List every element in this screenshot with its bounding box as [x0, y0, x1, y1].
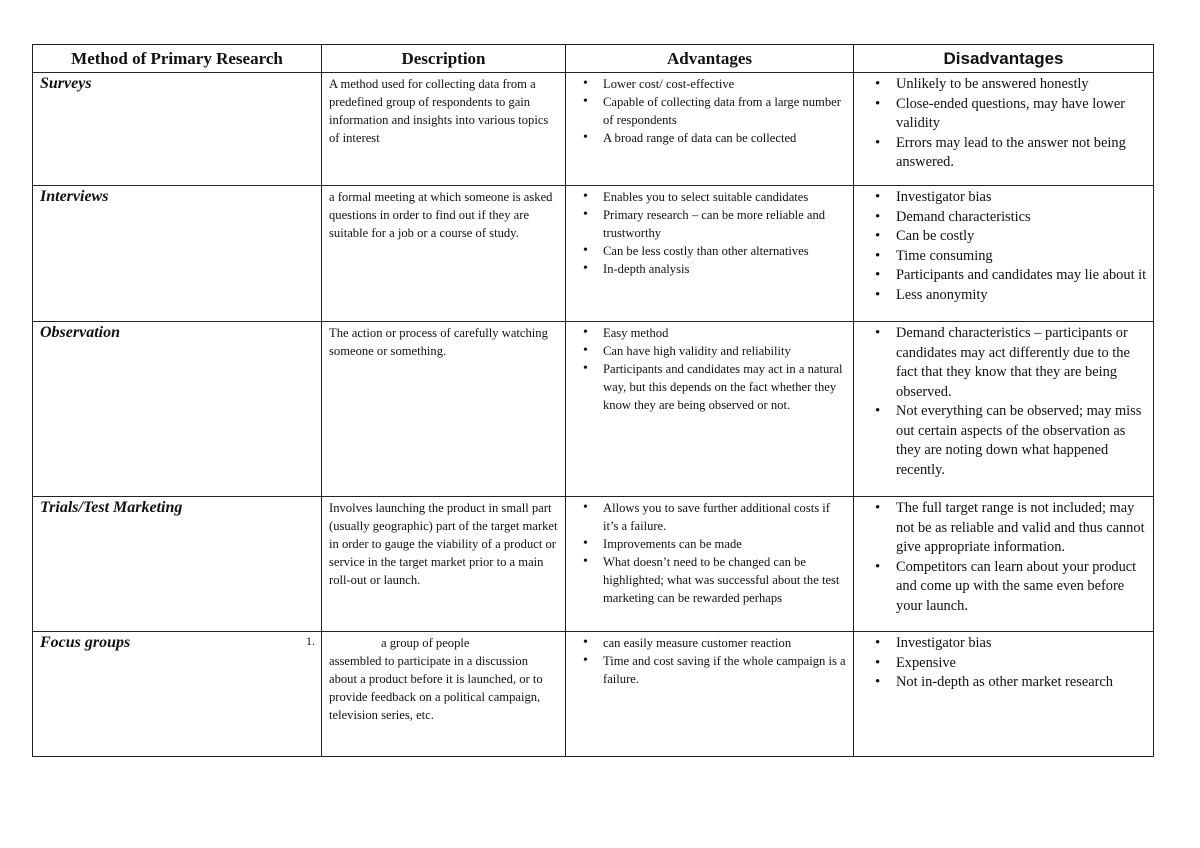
list-item: • Capable of collecting data from a large number of respondents: [573, 93, 847, 129]
advantages-list: [573, 188, 847, 278]
method-cell: [33, 73, 322, 186]
list-item: • Errors may lead to the answer not being answered.: [861, 134, 1147, 173]
list-item: • Can be costly: [861, 227, 1147, 247]
description-rest: assembled to participate in a discussion about a product before it is launched, or to provide feedback on a political campaign, television series, etc.: [329, 654, 543, 722]
method-name: Interviews: [40, 188, 109, 205]
header-description: Description: [322, 45, 566, 73]
list-item: • Can have high validity and reliability: [573, 342, 847, 360]
advantages-cell: [566, 497, 854, 632]
list-item: • A broad range of data can be collected: [573, 129, 847, 147]
list-item: • Expensive: [861, 654, 1147, 674]
description-cell: a formal meeting at which someone is asked questions in order to find out if they are suitable for a job or a course of study.: [322, 186, 566, 322]
method-name: Observation: [40, 324, 120, 341]
list-item: • Investigator bias: [861, 188, 1147, 208]
list-item: • Demand characteristics: [861, 208, 1147, 228]
disadvantages-list: [861, 634, 1147, 693]
disadvantages-list: [861, 499, 1147, 616]
list-item: • Time consuming: [861, 247, 1147, 267]
method-cell: [33, 497, 322, 632]
list-item: • The full target range is not included; may not be as reliable and valid and thus cannot give appropriate information.: [861, 499, 1147, 558]
list-item: • Investigator bias: [861, 634, 1147, 654]
list-item: • In-depth analysis: [573, 260, 847, 278]
list-item: • can easily measure customer reaction: [573, 634, 847, 652]
disadvantages-list: [861, 324, 1147, 480]
disadvantages-cell: [854, 632, 1154, 757]
list-item: • Time and cost saving if the whole campaign is a failure.: [573, 652, 847, 688]
primary-research-table: [32, 44, 1154, 757]
advantages-cell: [566, 73, 854, 186]
method-cell: [33, 322, 322, 497]
header-advantages: Advantages: [566, 45, 854, 73]
description-cell: The action or process of carefully watching someone or something.: [322, 322, 566, 497]
advantages-cell: [566, 186, 854, 322]
header-disadvantages: Disadvantages: [854, 45, 1154, 73]
list-item: • Participants and candidates may act in a natural way, but this depends on the fact whether they know they are being observed or not.: [573, 360, 847, 414]
description-first-line: a group of people: [381, 636, 470, 650]
list-item: • Enables you to select suitable candidates: [573, 188, 847, 206]
table-row-surveys: [33, 73, 1154, 186]
advantages-cell: [566, 632, 854, 757]
list-item: • Easy method: [573, 324, 847, 342]
list-item: • Lower cost/ cost-effective: [573, 75, 847, 93]
method-cell: [33, 186, 322, 322]
disadvantages-list: [861, 188, 1147, 305]
disadvantages-cell: [854, 186, 1154, 322]
list-item: • Unlikely to be answered honestly: [861, 75, 1147, 95]
header-method: Method of Primary Research: [33, 45, 322, 73]
header-row: [33, 45, 1154, 73]
list-item: • Demand characteristics – participants or candidates may act differently due to the fact that they know that they are being observed.: [861, 324, 1147, 402]
disadvantages-cell: [854, 322, 1154, 497]
list-item: • Not everything can be observed; may miss out certain aspects of the observation as they are noting down what happened recently.: [861, 402, 1147, 480]
list-item: • Participants and candidates may lie about it: [861, 266, 1147, 286]
table-row-focus-groups: [33, 632, 1154, 757]
method-name: Trials/Test Marketing: [40, 499, 183, 516]
advantages-list: [573, 499, 847, 607]
advantages-list: [573, 75, 847, 147]
list-item: • Close-ended questions, may have lower validity: [861, 95, 1147, 134]
method-name: Surveys: [40, 75, 92, 92]
table-row-trials: [33, 497, 1154, 632]
list-item: • Primary research – can be more reliable and trustworthy: [573, 206, 847, 242]
disadvantages-list: [861, 75, 1147, 173]
list-item: • Can be less costly than other alternatives: [573, 242, 847, 260]
table-row-interviews: [33, 186, 1154, 322]
disadvantages-cell: [854, 73, 1154, 186]
list-item: • Competitors can learn about your product and come up with the same even before your launch.: [861, 558, 1147, 617]
description-cell: Involves launching the product in small part (usually geographic) part of the target market in order to gauge the viability of a product or service in the target market prior to a main roll-out or launch.: [322, 497, 566, 632]
list-number: 1.: [306, 634, 315, 648]
description-cell: A method used for collecting data from a predefined group of respondents to gain information and insights into various topics of interest: [322, 73, 566, 186]
description-cell: [322, 632, 566, 757]
advantages-list: [573, 634, 847, 688]
advantages-cell: [566, 322, 854, 497]
list-item: • Improvements can be made: [573, 535, 847, 553]
list-item: • Less anonymity: [861, 286, 1147, 306]
list-item: • Allows you to save further additional costs if it’s a failure.: [573, 499, 847, 535]
disadvantages-cell: [854, 497, 1154, 632]
method-name: Focus groups: [40, 634, 131, 651]
list-item: • Not in-depth as other market research: [861, 673, 1147, 693]
table-row-observation: [33, 322, 1154, 497]
list-item: • What doesn’t need to be changed can be highlighted; what was successful about the test marketing can be rewarded perhaps: [573, 553, 847, 607]
method-cell: [33, 632, 322, 757]
advantages-list: [573, 324, 847, 414]
